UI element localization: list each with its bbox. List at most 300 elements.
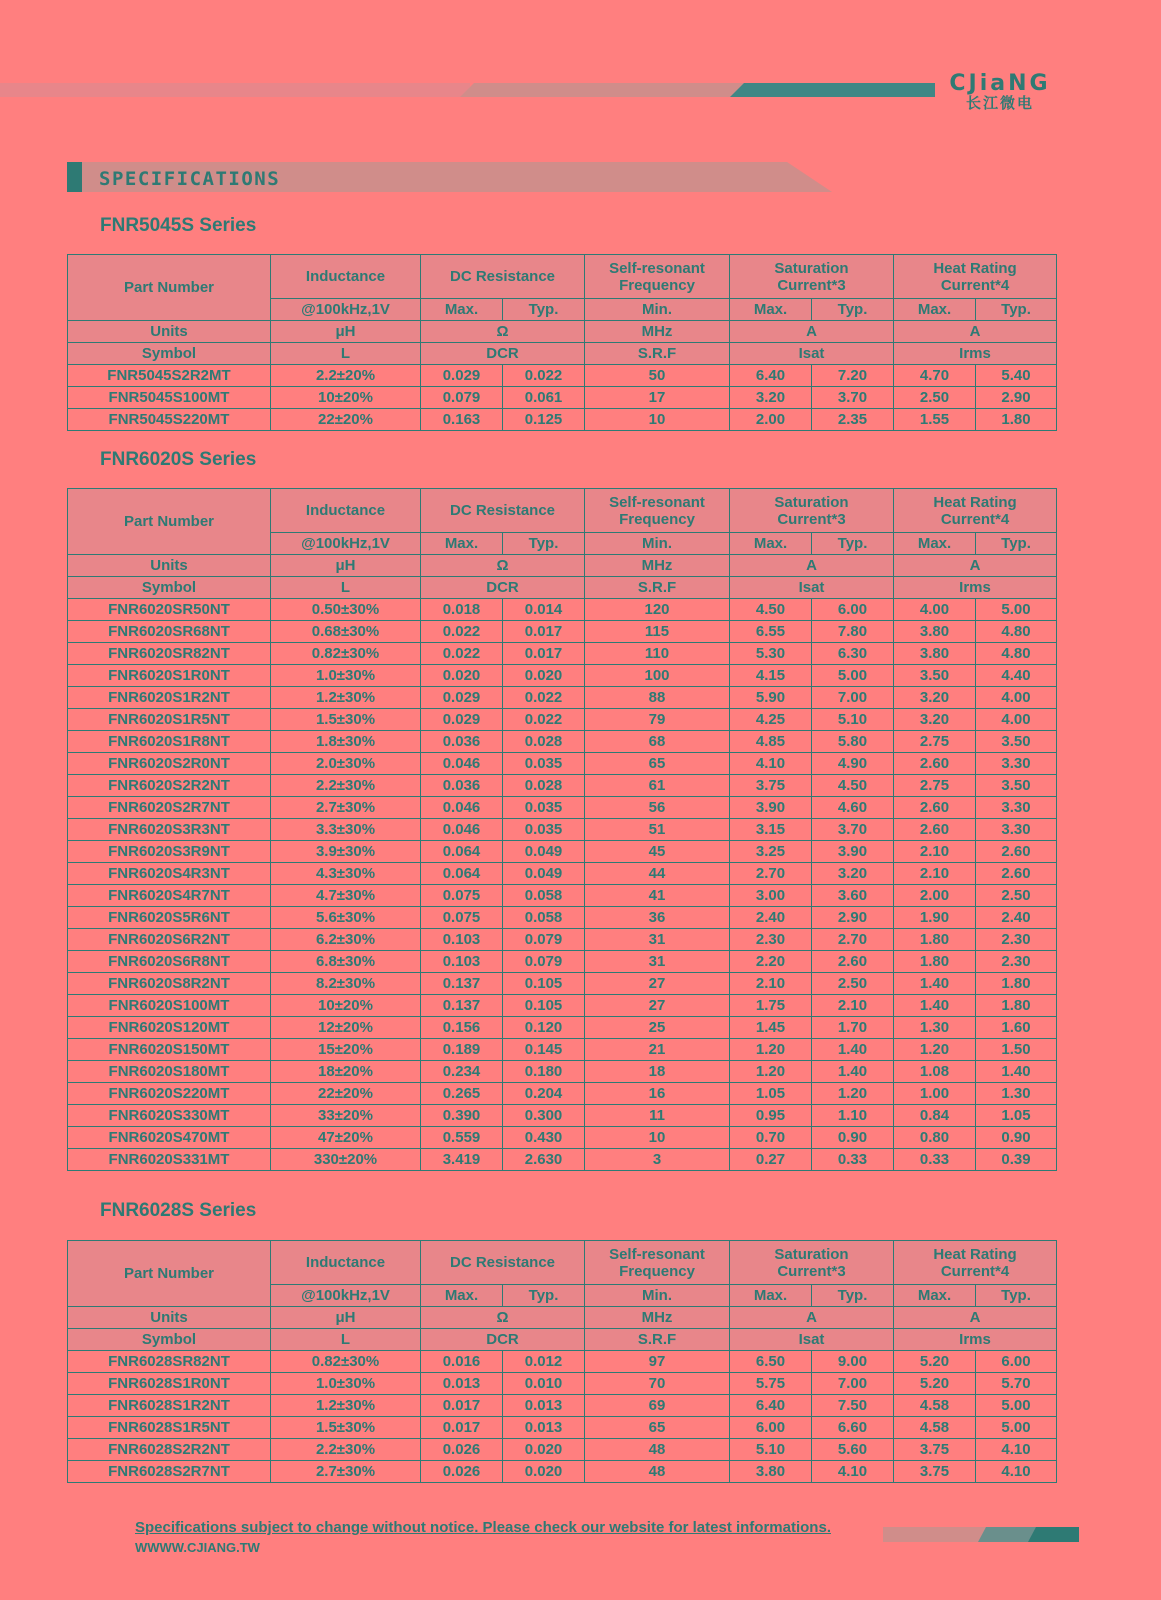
cell-isat-typ: 2.90 [812,907,894,929]
cell-dcr-max: 0.018 [421,599,503,621]
symbol-row [68,1329,1057,1351]
symbol-dcr: DCR [421,1329,585,1351]
header-row [68,255,1057,299]
cell-srf-min: 45 [585,841,730,863]
cell-part-number: FNR6020S6R2NT [68,929,271,951]
cell-isat-typ: 2.35 [812,409,894,431]
cell-isat-typ: 2.60 [812,951,894,973]
cell-dcr-typ: 0.017 [503,643,585,665]
cell-dcr-max: 0.234 [421,1061,503,1083]
cell-dcr-max: 0.026 [421,1461,503,1483]
cell-inductance: 12±20% [271,1017,421,1039]
cell-inductance: 6.8±30% [271,951,421,973]
cell-isat-typ: 4.50 [812,775,894,797]
cell-irms-max: 0.84 [894,1105,976,1127]
cell-srf-min: 68 [585,731,730,753]
cell-srf-min: 61 [585,775,730,797]
header-saturation-current-line: Current*3 [777,1262,846,1280]
cell-isat-typ: 3.90 [812,841,894,863]
cell-inductance: 1.0±30% [271,1373,421,1395]
header-heat-rating-current-line: Heat Rating [933,259,1017,277]
footer-disclaimer: Specifications subject to change without notice. Please check our website for latest informations. [135,1519,831,1536]
header-srf-line: Self-resonant [609,1245,705,1263]
cell-irms-typ: 2.50 [976,885,1057,907]
cell-dcr-max: 0.137 [421,973,503,995]
header-row [68,489,1057,533]
cell-irms-typ: 1.50 [976,1039,1057,1061]
logo-text-cn: 长江微电 [965,94,1034,112]
cell-part-number: FNR6028S2R7NT [68,1461,271,1483]
header-srf-line: Frequency [619,276,695,294]
cell-isat-typ: 0.90 [812,1127,894,1149]
cell-dcr-max: 0.029 [421,709,503,731]
cell-srf-min: 110 [585,643,730,665]
header-heat-rating-current [894,1241,1057,1285]
cell-irms-typ: 4.10 [976,1439,1057,1461]
cell-dcr-max: 0.013 [421,1373,503,1395]
cell-isat-max: 0.95 [730,1105,812,1127]
series-title-fnr6020s: FNR6020S Series [100,449,257,470]
cell-dcr-max: 0.046 [421,797,503,819]
cell-srf-min: 27 [585,995,730,1017]
table-row [68,1417,1057,1439]
cell-dcr-typ: 0.022 [503,687,585,709]
cell-irms-typ: 6.00 [976,1351,1057,1373]
table-row [68,1017,1057,1039]
header-isat-max: Max. [730,1285,812,1307]
cell-srf-min: 50 [585,365,730,387]
cell-isat-max: 3.00 [730,885,812,907]
cell-srf-min: 65 [585,1417,730,1439]
cell-dcr-typ: 0.028 [503,775,585,797]
header-srf-min: Min. [585,533,730,555]
cell-dcr-typ: 0.017 [503,621,585,643]
cell-dcr-max: 0.029 [421,365,503,387]
cell-irms-typ: 2.30 [976,929,1057,951]
cell-srf-min: 115 [585,621,730,643]
cell-isat-typ: 7.00 [812,1373,894,1395]
cell-inductance: 2.2±30% [271,775,421,797]
cell-part-number: FNR6028S2R2NT [68,1439,271,1461]
cell-dcr-typ: 0.035 [503,753,585,775]
cell-irms-typ: 1.80 [976,409,1057,431]
unit-inductance: μH [271,555,421,577]
cell-srf-min: 10 [585,1127,730,1149]
table-row [68,995,1057,1017]
cell-dcr-max: 0.137 [421,995,503,1017]
table-row [68,1149,1057,1171]
cell-isat-max: 6.40 [730,1395,812,1417]
cell-dcr-typ: 0.125 [503,409,585,431]
cell-dcr-typ: 0.049 [503,863,585,885]
cell-dcr-typ: 0.105 [503,973,585,995]
cell-isat-max: 1.05 [730,1083,812,1105]
cell-irms-max: 1.80 [894,951,976,973]
cell-irms-typ: 4.80 [976,621,1057,643]
cell-irms-typ: 2.30 [976,951,1057,973]
symbol-inductance: L [271,343,421,365]
cell-srf-min: 31 [585,929,730,951]
cell-isat-typ: 2.50 [812,973,894,995]
cell-srf-min: 48 [585,1439,730,1461]
cell-srf-min: 18 [585,1061,730,1083]
cell-isat-max: 6.50 [730,1351,812,1373]
table-row [68,973,1057,995]
header-heat-rating-current-line: Current*4 [940,276,1010,294]
cell-inductance: 3.9±30% [271,841,421,863]
cell-irms-typ: 5.40 [976,365,1057,387]
header-band-segment [730,83,935,97]
cell-part-number: FNR6020S4R7NT [68,885,271,907]
cell-inductance: 1.2±30% [271,1395,421,1417]
cell-part-number: FNR6020S3R3NT [68,819,271,841]
cell-dcr-max: 0.036 [421,731,503,753]
cell-srf-min: 88 [585,687,730,709]
header-dcr-typ: Typ. [503,299,585,321]
table-row [68,409,1057,431]
footer-band-segment [883,1527,993,1542]
cell-dcr-typ: 0.022 [503,709,585,731]
unit-isat: A [730,1307,894,1329]
cell-dcr-typ: 0.028 [503,731,585,753]
cell-irms-typ: 3.50 [976,731,1057,753]
header-heat-rating-current [894,255,1057,299]
cell-part-number: FNR6020S470MT [68,1127,271,1149]
cell-part-number: FNR6020S2R2NT [68,775,271,797]
unit-dcr: Ω [421,555,585,577]
cell-dcr-max: 0.156 [421,1017,503,1039]
header-band-segment [0,83,470,97]
cell-irms-max: 2.60 [894,753,976,775]
header-saturation-current-line: Current*3 [777,276,846,294]
symbol-label: Symbol [68,577,271,599]
cell-isat-typ: 4.90 [812,753,894,775]
cell-dcr-max: 0.064 [421,863,503,885]
cell-part-number: FNR6020SR82NT [68,643,271,665]
cell-isat-typ: 7.00 [812,687,894,709]
cell-irms-max: 1.30 [894,1017,976,1039]
cell-irms-typ: 4.10 [976,1461,1057,1483]
cell-irms-max: 3.75 [894,1439,976,1461]
cell-irms-typ: 4.00 [976,687,1057,709]
cell-dcr-max: 0.064 [421,841,503,863]
cell-srf-min: 70 [585,1373,730,1395]
cell-isat-max: 3.80 [730,1461,812,1483]
cell-isat-max: 4.85 [730,731,812,753]
cell-srf-min: 25 [585,1017,730,1039]
header-isat-typ: Typ. [812,299,894,321]
unit-srf: MHz [585,1307,730,1329]
header-saturation-current-line: Current*3 [777,510,846,528]
unit-irms: A [894,321,1057,343]
cell-irms-max: 2.60 [894,819,976,841]
cell-dcr-max: 0.079 [421,387,503,409]
unit-srf: MHz [585,321,730,343]
cell-inductance: 6.2±30% [271,929,421,951]
symbol-irms: Irms [894,343,1057,365]
header-heat-rating-current [894,489,1057,533]
table-row [68,1351,1057,1373]
header-decorative-band [0,83,935,97]
cell-dcr-typ: 0.035 [503,819,585,841]
header-saturation-current [730,489,894,533]
cell-irms-typ: 0.39 [976,1149,1057,1171]
header-srf [585,489,730,533]
cell-isat-max: 2.70 [730,863,812,885]
header-srf-min: Min. [585,299,730,321]
cell-isat-max: 4.15 [730,665,812,687]
cell-dcr-max: 0.046 [421,753,503,775]
spec-table-fnr5045s [67,254,1057,431]
header-saturation-current [730,255,894,299]
cell-irms-typ: 1.80 [976,973,1057,995]
unit-dcr: Ω [421,1307,585,1329]
cell-inductance: 0.68±30% [271,621,421,643]
cell-inductance: 3.3±30% [271,819,421,841]
header-inductance: Inductance [271,489,421,533]
table-row [68,643,1057,665]
cell-irms-max: 1.90 [894,907,976,929]
cell-part-number: FNR6020S3R9NT [68,841,271,863]
cell-irms-typ: 5.00 [976,1395,1057,1417]
cell-srf-min: 31 [585,951,730,973]
cell-isat-max: 3.75 [730,775,812,797]
symbol-srf: S.R.F [585,577,730,599]
section-marker [67,162,82,192]
table-row [68,863,1057,885]
cell-isat-max: 6.40 [730,365,812,387]
cell-irms-typ: 3.50 [976,775,1057,797]
cell-dcr-typ: 0.180 [503,1061,585,1083]
cell-isat-max: 6.55 [730,621,812,643]
cell-isat-typ: 1.10 [812,1105,894,1127]
cell-isat-typ: 4.10 [812,1461,894,1483]
cell-dcr-typ: 0.058 [503,907,585,929]
cell-irms-max: 1.08 [894,1061,976,1083]
table-row [68,907,1057,929]
cell-part-number: FNR6020SR68NT [68,621,271,643]
cell-srf-min: 21 [585,1039,730,1061]
cell-part-number: FNR6020SR50NT [68,599,271,621]
cell-isat-typ: 5.00 [812,665,894,687]
units-label: Units [68,1307,271,1329]
header-isat-max: Max. [730,533,812,555]
cell-irms-typ: 2.90 [976,387,1057,409]
header-saturation-current-line: Saturation [774,259,849,277]
cell-irms-typ: 5.70 [976,1373,1057,1395]
cell-isat-typ: 1.40 [812,1061,894,1083]
symbol-label: Symbol [68,343,271,365]
cell-dcr-typ: 0.022 [503,365,585,387]
cell-dcr-typ: 0.049 [503,841,585,863]
cell-irms-max: 2.10 [894,841,976,863]
cell-isat-max: 5.30 [730,643,812,665]
cell-isat-typ: 2.10 [812,995,894,1017]
cell-irms-typ: 5.00 [976,1417,1057,1439]
header-heat-rating-current-line: Heat Rating [933,1245,1017,1263]
cell-part-number: FNR6020S100MT [68,995,271,1017]
cell-isat-typ: 9.00 [812,1351,894,1373]
cell-irms-typ: 5.00 [976,599,1057,621]
header-row [68,1241,1057,1285]
footer-website-link[interactable]: WWWW.CJIANG.TW [135,1540,260,1555]
cell-dcr-typ: 0.013 [503,1417,585,1439]
cell-irms-max: 1.55 [894,409,976,431]
cell-srf-min: 51 [585,819,730,841]
cell-isat-typ: 3.20 [812,863,894,885]
cell-irms-max: 3.20 [894,687,976,709]
cell-isat-max: 3.20 [730,387,812,409]
cell-isat-typ: 6.00 [812,599,894,621]
cell-part-number: FNR5045S220MT [68,409,271,431]
header-isat-typ: Typ. [812,533,894,555]
cell-inductance: 2.0±30% [271,753,421,775]
header-srf-min: Min. [585,1285,730,1307]
company-logo [940,73,1060,112]
cell-irms-typ: 0.90 [976,1127,1057,1149]
table-row [68,819,1057,841]
units-label: Units [68,555,271,577]
cell-irms-typ: 3.30 [976,819,1057,841]
header-inductance: Inductance [271,255,421,299]
cell-dcr-max: 0.026 [421,1439,503,1461]
cell-isat-max: 0.27 [730,1149,812,1171]
cell-dcr-max: 0.075 [421,885,503,907]
cell-dcr-typ: 0.058 [503,885,585,907]
cell-inductance: 4.7±30% [271,885,421,907]
cell-dcr-max: 0.020 [421,665,503,687]
table-row [68,731,1057,753]
header-srf-line: Self-resonant [609,259,705,277]
cell-dcr-max: 0.029 [421,687,503,709]
cell-part-number: FNR6020S120MT [68,1017,271,1039]
cell-irms-max: 3.50 [894,665,976,687]
cell-inductance: 33±20% [271,1105,421,1127]
table-row [68,951,1057,973]
cell-irms-max: 1.40 [894,973,976,995]
header-dc-resistance: DC Resistance [421,255,585,299]
cell-irms-typ: 1.05 [976,1105,1057,1127]
header-ind-condition: @100kHz,1V [271,299,421,321]
cell-part-number: FNR6020S2R0NT [68,753,271,775]
cell-part-number: FNR6020S4R3NT [68,863,271,885]
cell-irms-typ: 2.40 [976,907,1057,929]
cell-irms-typ: 4.80 [976,643,1057,665]
header-srf-line: Self-resonant [609,493,705,511]
header-dcr-typ: Typ. [503,1285,585,1307]
cell-irms-typ: 3.30 [976,753,1057,775]
cell-inductance: 2.7±30% [271,797,421,819]
cell-isat-typ: 5.10 [812,709,894,731]
table-row [68,687,1057,709]
header-srf [585,255,730,299]
footer-band-segment [978,1527,1038,1542]
units-row [68,1307,1057,1329]
cell-dcr-max: 0.075 [421,907,503,929]
cell-isat-max: 4.10 [730,753,812,775]
symbol-isat: Isat [730,577,894,599]
cell-isat-typ: 5.60 [812,1439,894,1461]
header-dcr-max: Max. [421,1285,503,1307]
cell-inductance: 1.8±30% [271,731,421,753]
table-row [68,797,1057,819]
cell-irms-max: 4.70 [894,365,976,387]
cell-inductance: 22±20% [271,409,421,431]
cell-inductance: 0.50±30% [271,599,421,621]
header-srf-line: Frequency [619,510,695,528]
header-ind-condition: @100kHz,1V [271,533,421,555]
cell-inductance: 2.7±30% [271,1461,421,1483]
cell-isat-max: 0.70 [730,1127,812,1149]
cell-srf-min: 36 [585,907,730,929]
cell-srf-min: 56 [585,797,730,819]
cell-inductance: 0.82±30% [271,1351,421,1373]
cell-part-number: FNR6028S1R2NT [68,1395,271,1417]
cell-irms-max: 0.33 [894,1149,976,1171]
cell-dcr-max: 0.017 [421,1395,503,1417]
symbol-row [68,577,1057,599]
cell-inductance: 1.5±30% [271,709,421,731]
table-row [68,1127,1057,1149]
cell-isat-typ: 4.60 [812,797,894,819]
cell-irms-max: 2.75 [894,775,976,797]
symbol-inductance: L [271,577,421,599]
cell-isat-max: 2.00 [730,409,812,431]
section-header-bar [67,162,832,192]
header-saturation-current-line: Saturation [774,1245,849,1263]
cell-srf-min: 44 [585,863,730,885]
cell-dcr-max: 0.036 [421,775,503,797]
cell-srf-min: 79 [585,709,730,731]
cell-irms-max: 1.00 [894,1083,976,1105]
cell-isat-typ: 7.50 [812,1395,894,1417]
table-row [68,753,1057,775]
cell-isat-max: 5.10 [730,1439,812,1461]
cell-dcr-max: 0.017 [421,1417,503,1439]
cell-srf-min: 10 [585,409,730,431]
cell-dcr-max: 0.022 [421,621,503,643]
cell-part-number: FNR6020S180MT [68,1061,271,1083]
spec-table-fnr6028s [67,1240,1057,1483]
cell-isat-max: 3.25 [730,841,812,863]
cell-part-number: FNR6020S150MT [68,1039,271,1061]
cell-irms-max: 5.20 [894,1373,976,1395]
unit-irms: A [894,555,1057,577]
cell-irms-typ: 4.40 [976,665,1057,687]
symbol-dcr: DCR [421,577,585,599]
cell-dcr-max: 0.022 [421,643,503,665]
symbol-isat: Isat [730,1329,894,1351]
table-row [68,775,1057,797]
cell-irms-max: 2.50 [894,387,976,409]
header-heat-rating-current-line: Heat Rating [933,493,1017,511]
symbol-inductance: L [271,1329,421,1351]
cell-srf-min: 3 [585,1149,730,1171]
header-dcr-typ: Typ. [503,533,585,555]
cell-part-number: FNR6020S5R6NT [68,907,271,929]
cell-inductance: 1.0±30% [271,665,421,687]
cell-dcr-typ: 0.020 [503,1461,585,1483]
cell-irms-typ: 1.80 [976,995,1057,1017]
cell-isat-max: 2.10 [730,973,812,995]
header-saturation-current-line: Saturation [774,493,849,511]
cell-dcr-max: 0.016 [421,1351,503,1373]
cell-part-number: FNR6020S1R2NT [68,687,271,709]
table-row [68,1395,1057,1417]
cell-inductance: 10±20% [271,387,421,409]
cell-part-number: FNR6020S330MT [68,1105,271,1127]
header-heat-rating-current-line: Current*4 [940,510,1010,528]
